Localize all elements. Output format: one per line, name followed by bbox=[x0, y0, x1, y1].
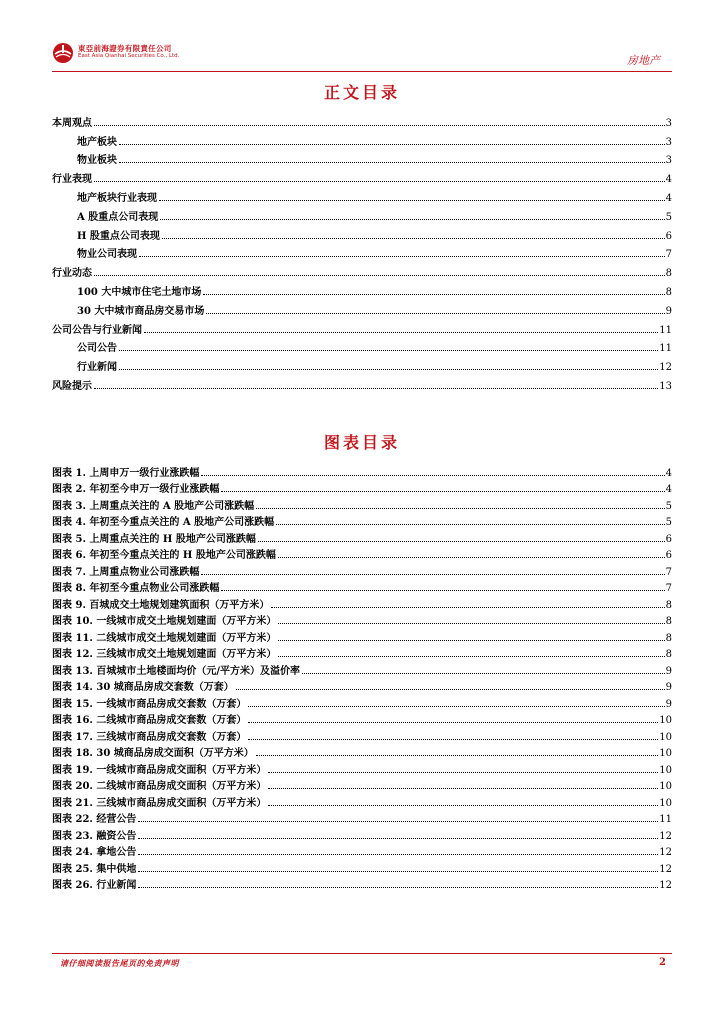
dot-leader bbox=[144, 332, 658, 333]
figure-entry-page: 5 bbox=[665, 500, 672, 512]
toc-entry-page: 4 bbox=[665, 174, 672, 186]
toc-entry-page: 3 bbox=[665, 117, 672, 129]
figure-entry-page: 4 bbox=[665, 467, 672, 479]
figure-entry-label: 图表 25. 集中供地 bbox=[52, 863, 137, 875]
dot-leader bbox=[119, 162, 665, 163]
dot-leader bbox=[201, 574, 664, 575]
toc-entry[interactable] bbox=[52, 129, 672, 148]
figure-entry-page: 12 bbox=[659, 880, 672, 891]
dot-leader bbox=[139, 256, 665, 257]
figure-entry-label: 图表 1. 上周申万一级行业涨跌幅 bbox=[52, 467, 200, 479]
toc-entry-page: 12 bbox=[659, 362, 672, 374]
toc-entry-label: 30 大中城市商品房交易市场 bbox=[77, 305, 205, 317]
figure-entry[interactable] bbox=[52, 528, 672, 545]
figure-entry-page: 12 bbox=[659, 847, 672, 858]
dot-leader bbox=[138, 871, 658, 872]
toc-entry-page: 9 bbox=[665, 305, 672, 317]
figure-entry-page: 8 bbox=[665, 632, 672, 644]
dot-leader bbox=[248, 706, 664, 707]
dot-leader bbox=[159, 200, 665, 201]
figure-entry-label: 图表 26. 行业新闻 bbox=[52, 880, 137, 891]
dot-leader bbox=[201, 475, 664, 476]
figure-entry-label: 图表 6. 年初至今重点关注的 H 股地产公司涨跌幅 bbox=[52, 550, 276, 561]
dot-leader bbox=[258, 541, 665, 542]
dot-leader bbox=[221, 491, 664, 492]
toc-entry[interactable] bbox=[52, 185, 672, 204]
toc-entry-page: 6 bbox=[665, 230, 672, 242]
figure-entry-page: 11 bbox=[659, 814, 672, 825]
toc-title: 正文目录 bbox=[323, 83, 400, 102]
toc-entry[interactable] bbox=[52, 279, 672, 298]
dot-leader bbox=[138, 838, 658, 839]
figure-entry[interactable] bbox=[52, 627, 672, 644]
toc-entry-page: 7 bbox=[665, 249, 672, 261]
figure-entry-label: 图表 4. 年初至今重点关注的 A 股地产公司涨跌幅 bbox=[52, 517, 275, 528]
figure-entry-label: 图表 8. 年初至今重点物业公司涨跌幅 bbox=[52, 583, 220, 594]
figure-entry-label: 图表 7. 上周重点物业公司涨跌幅 bbox=[52, 566, 200, 578]
figure-entry[interactable] bbox=[52, 479, 672, 496]
figure-entry-page: 9 bbox=[665, 665, 672, 677]
figure-entry[interactable] bbox=[52, 726, 672, 743]
figure-entry-label: 图表 3. 上周重点关注的 A 股地产公司涨跌幅 bbox=[52, 500, 255, 512]
toc-entry-label: 物业公司表现 bbox=[77, 249, 137, 261]
figure-entry[interactable] bbox=[52, 776, 672, 793]
company-logo-icon bbox=[52, 42, 74, 64]
toc-entry-label: 公司公告 bbox=[77, 343, 117, 355]
figure-entry-label: 图表 14. 30 城商品房成交套数（万套） bbox=[52, 682, 234, 693]
figure-entry-label: 图表 19. 一线城市商品房成交面积（万平方米） bbox=[52, 764, 267, 776]
dot-leader bbox=[248, 722, 658, 723]
figure-entry-label: 图表 10. 一线城市成交土地规划建面（万平方米） bbox=[52, 616, 277, 627]
figure-entry-label: 图表 15. 一线城市商品房成交套数（万套） bbox=[52, 698, 247, 710]
toc-entry[interactable] bbox=[52, 354, 672, 373]
toc-entry[interactable] bbox=[52, 242, 672, 261]
toc-entry-page: 4 bbox=[665, 192, 672, 204]
toc-entry[interactable] bbox=[52, 223, 672, 242]
figure-entry-label: 图表 24. 拿地公告 bbox=[52, 847, 137, 858]
figure-entry-page: 10 bbox=[659, 748, 672, 759]
figure-entry-page: 10 bbox=[659, 715, 672, 726]
table-of-contents bbox=[52, 110, 672, 392]
dot-leader bbox=[206, 313, 664, 314]
toc-entry-label: 行业表现 bbox=[52, 174, 92, 186]
dot-leader bbox=[94, 388, 658, 389]
figure-entry[interactable] bbox=[52, 842, 672, 859]
figure-entry-label: 图表 23. 融资公告 bbox=[52, 830, 137, 842]
figure-entry-page: 8 bbox=[665, 649, 672, 660]
figure-entry[interactable] bbox=[52, 594, 672, 611]
figure-entry[interactable] bbox=[52, 743, 672, 760]
toc-entry-page: 5 bbox=[665, 211, 672, 223]
figure-entry-label: 图表 17. 三线城市商品房成交套数（万套） bbox=[52, 731, 247, 743]
toc-entry-label: H 股重点公司表现 bbox=[77, 230, 160, 242]
figure-entry[interactable] bbox=[52, 792, 672, 809]
toc-entry[interactable] bbox=[52, 110, 672, 129]
list-of-figures bbox=[52, 462, 672, 891]
toc-entry[interactable] bbox=[52, 373, 672, 392]
toc-entry-label: 风险提示 bbox=[52, 380, 92, 392]
disclaimer-note: 请仔细阅读报告尾页的免责声明 bbox=[60, 958, 179, 968]
figure-entry[interactable] bbox=[52, 644, 672, 661]
dot-leader bbox=[271, 607, 664, 608]
toc-entry-label: 本周观点 bbox=[52, 117, 92, 129]
figure-entry-page: 12 bbox=[659, 863, 672, 875]
page-header bbox=[52, 40, 672, 70]
figure-entry[interactable] bbox=[52, 759, 672, 776]
dot-leader bbox=[236, 689, 665, 690]
toc-entry-label: 地产板块行业表现 bbox=[77, 192, 157, 204]
figure-entry-label: 图表 13. 百城城市土地楼面均价（元/平方米）及溢价率 bbox=[52, 665, 301, 677]
figure-entry[interactable] bbox=[52, 611, 672, 628]
figure-entry[interactable] bbox=[52, 545, 672, 562]
figure-entry-page: 10 bbox=[659, 731, 672, 743]
footer-divider bbox=[52, 953, 672, 954]
dot-leader bbox=[278, 557, 665, 558]
dot-leader bbox=[278, 623, 664, 624]
toc-entry[interactable] bbox=[52, 260, 672, 279]
figure-entry-label: 图表 16. 二线城市商品房成交套数（万套） bbox=[52, 715, 247, 726]
figure-entry-label: 图表 20. 二线城市商品房成交面积（万平方米） bbox=[52, 781, 267, 792]
dot-leader bbox=[94, 275, 665, 276]
toc-entry-page: 8 bbox=[665, 268, 672, 280]
dot-leader bbox=[160, 219, 664, 220]
dot-leader bbox=[162, 238, 665, 239]
dot-leader bbox=[268, 788, 658, 789]
figure-entry-label: 图表 11. 二线城市成交土地规划建面（万平方米） bbox=[52, 632, 277, 644]
figure-entry-page: 8 bbox=[665, 616, 672, 627]
figure-entry-page: 10 bbox=[659, 781, 672, 792]
toc-entry-label: 行业动态 bbox=[52, 268, 92, 280]
figure-entry-page: 6 bbox=[665, 533, 672, 545]
dot-leader bbox=[94, 181, 665, 182]
figure-entry-page: 12 bbox=[659, 830, 672, 842]
company-name-cn: 東亞前海證券有限責任公司 bbox=[78, 44, 172, 53]
toc-entry-label: 物业板块 bbox=[77, 155, 117, 167]
figure-entry[interactable] bbox=[52, 875, 672, 892]
figure-entry[interactable] bbox=[52, 693, 672, 710]
toc-entry-page: 8 bbox=[665, 286, 672, 298]
toc-entry-page: 11 bbox=[659, 343, 672, 355]
toc-entry-label: 100 大中城市住宅土地市场 bbox=[77, 286, 202, 298]
toc-entry[interactable] bbox=[52, 166, 672, 185]
figure-entry[interactable] bbox=[52, 660, 672, 677]
header-divider bbox=[52, 71, 672, 72]
figure-entry-label: 图表 2. 年初至今申万一级行业涨跌幅 bbox=[52, 484, 220, 495]
figure-entry-label: 图表 5. 上周重点关注的 H 股地产公司涨跌幅 bbox=[52, 533, 256, 545]
figure-entry[interactable] bbox=[52, 809, 672, 826]
toc-entry[interactable] bbox=[52, 317, 672, 336]
figure-entry-label: 图表 18. 30 城商品房成交面积（万平方米） bbox=[52, 748, 254, 759]
toc-entry-page: 3 bbox=[665, 136, 672, 148]
figure-entry[interactable] bbox=[52, 512, 672, 529]
toc-entry-label: 行业新闻 bbox=[77, 362, 117, 374]
toc-entry-label: A 股重点公司表现 bbox=[77, 211, 159, 223]
figure-entry-page: 9 bbox=[665, 682, 672, 693]
dot-leader bbox=[119, 144, 665, 145]
dot-leader bbox=[248, 739, 658, 740]
figure-entry[interactable] bbox=[52, 710, 672, 727]
toc-entry-label: 地产板块 bbox=[77, 136, 117, 148]
figure-entry[interactable] bbox=[52, 578, 672, 595]
dot-leader bbox=[278, 640, 664, 641]
dot-leader bbox=[256, 508, 665, 509]
dot-leader bbox=[138, 887, 658, 888]
figure-entry-page: 7 bbox=[665, 566, 672, 578]
report-section-tag: 房地产 bbox=[627, 54, 660, 67]
toc-entry-page: 13 bbox=[659, 380, 672, 392]
figure-entry[interactable] bbox=[52, 561, 672, 578]
figure-entry[interactable] bbox=[52, 462, 672, 479]
toc-entry-page: 11 bbox=[659, 324, 672, 336]
company-name-en: East Asia Qianhai Securities Co., Ltd. bbox=[78, 53, 180, 59]
figure-entry-page: 8 bbox=[665, 599, 672, 611]
toc-entry[interactable] bbox=[52, 148, 672, 167]
figure-entry[interactable] bbox=[52, 858, 672, 875]
figure-entry-label: 图表 12. 三线城市成交土地规划建面（万平方米） bbox=[52, 649, 277, 660]
figure-entry[interactable] bbox=[52, 495, 672, 512]
dot-leader bbox=[268, 805, 658, 806]
figure-entry-label: 图表 21. 三线城市商品房成交面积（万平方米） bbox=[52, 797, 267, 809]
dot-leader bbox=[138, 854, 658, 855]
dot-leader bbox=[256, 755, 659, 756]
figure-entry[interactable] bbox=[52, 825, 672, 842]
toc-entry[interactable] bbox=[52, 336, 672, 355]
figure-entry-page: 9 bbox=[665, 698, 672, 710]
figure-entry-page: 10 bbox=[659, 764, 672, 776]
dot-leader bbox=[268, 772, 658, 773]
dot-leader bbox=[119, 369, 658, 370]
toc-entry-label: 公司公告与行业新闻 bbox=[52, 324, 142, 336]
toc-entry[interactable] bbox=[52, 204, 672, 223]
figure-entry-page: 5 bbox=[665, 517, 672, 528]
figure-entry[interactable] bbox=[52, 677, 672, 694]
dot-leader bbox=[278, 656, 664, 657]
dot-leader bbox=[119, 350, 658, 351]
toc-entry-page: 3 bbox=[665, 155, 672, 167]
dot-leader bbox=[276, 524, 665, 525]
figure-entry-page: 6 bbox=[665, 550, 672, 561]
figure-entry-label: 图表 9. 百城成交土地规划建筑面积（万平方米） bbox=[52, 599, 270, 611]
figure-entry-page: 10 bbox=[659, 797, 672, 809]
page-number: 2 bbox=[659, 957, 666, 968]
dot-leader bbox=[203, 294, 664, 295]
figure-entry-label: 图表 22. 经营公告 bbox=[52, 814, 137, 825]
dot-leader bbox=[94, 125, 665, 126]
toc-entry[interactable] bbox=[52, 298, 672, 317]
dot-leader bbox=[221, 590, 664, 591]
figure-entry-page: 4 bbox=[665, 484, 672, 495]
dot-leader bbox=[302, 673, 665, 674]
lof-title: 图表目录 bbox=[323, 433, 400, 452]
dot-leader bbox=[138, 821, 658, 822]
figure-entry-page: 7 bbox=[665, 583, 672, 594]
